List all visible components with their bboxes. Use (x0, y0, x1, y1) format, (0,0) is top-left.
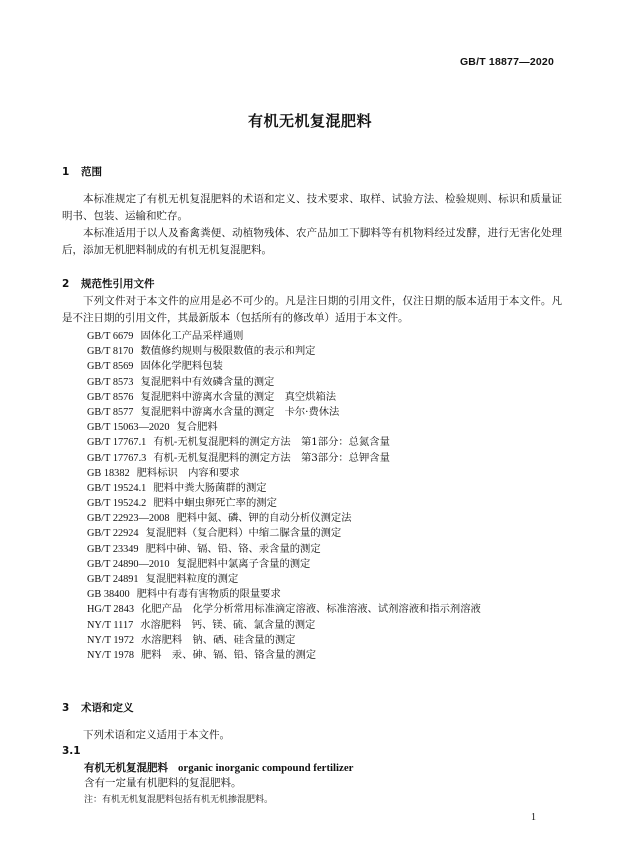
reference-item (87, 375, 481, 390)
reference-title: 化肥产品 化学分析常用标准滴定溶液、标准溶液、试剂溶液和指示剂溶液 (141, 603, 481, 616)
reference-title: 肥料中蛔虫卵死亡率的测定 (153, 497, 277, 510)
section-3-title: 术语和定义 (81, 702, 134, 714)
references-intro: 下列文件对于本文件的应用是必不可少的。凡是注日期的引用文件，仅注日期的版本适用于本文件。凡是不注日期的引用文件，其最新版本（包括所有的修改单）适用于本文件。 (62, 295, 562, 324)
term-name-en: organic inorganic compound fertilizer (178, 762, 354, 774)
reference-item (87, 344, 481, 359)
reference-item (87, 602, 481, 617)
section-1-number: 1 (62, 166, 70, 178)
reference-item (87, 648, 481, 663)
reference-title: 肥料标识 内容和要求 (136, 466, 240, 479)
reference-title: 数值修约规则与极限数值的表示和判定 (140, 345, 316, 358)
reference-title: 肥料中粪大肠菌群的测定 (153, 481, 267, 494)
reference-code: GB/T 8577 (87, 406, 134, 418)
reference-code: GB/T 8569 (87, 361, 134, 373)
section-2-heading (62, 276, 155, 291)
reference-title: 肥料中有毒有害物质的限量要求 (136, 588, 281, 601)
reference-title: 复混肥料（复合肥料）中缩二脲含量的测定 (145, 527, 342, 540)
normative-references-list (87, 329, 481, 663)
section-3-number: 3 (62, 702, 70, 714)
reference-code: GB/T 8573 (87, 376, 134, 388)
reference-item (87, 557, 481, 572)
reference-item (87, 420, 481, 435)
reference-code: GB/T 19524.2 (87, 498, 147, 510)
reference-item (87, 451, 481, 466)
reference-item (87, 496, 481, 511)
reference-code: GB/T 22923—2008 (87, 513, 170, 525)
reference-item (87, 542, 481, 557)
term-note: 注：有机无机复混肥料包括有机无机掺混肥料。 (84, 795, 274, 805)
reference-item (87, 435, 481, 450)
section-1-title: 范围 (81, 166, 102, 178)
section-3-heading (62, 700, 134, 715)
scope-paragraph-1: 本标准规定了有机无机复混肥料的术语和定义、技术要求、取样、试验方法、检验规则、标识和质量证明书、包装、运输和贮存。 (62, 193, 562, 222)
section-2-number: 2 (62, 278, 70, 290)
reference-code: GB/T 15063—2020 (87, 422, 170, 434)
reference-code: NY/T 1117 (87, 619, 134, 631)
reference-code: GB/T 6679 (87, 331, 134, 342)
reference-item (87, 390, 481, 405)
reference-item (87, 633, 481, 648)
reference-code: GB/T 8170 (87, 346, 134, 358)
reference-code: GB/T 24891 (87, 574, 139, 585)
term-name-zh: 有机无机复混肥料 (84, 762, 168, 774)
term-number: 3.1 (62, 745, 81, 757)
section-1-heading (62, 164, 102, 179)
reference-title: 肥料 汞、砷、镉、铅、铬含量的测定 (141, 648, 317, 661)
reference-title: 复混肥料粒度的测定 (145, 573, 239, 585)
reference-title: 水溶肥料 钙、镁、硫、氯含量的测定 (140, 618, 316, 631)
reference-title: 固体化学肥料包装 (140, 360, 223, 373)
reference-title: 复混肥料中有效磷含量的测定 (140, 375, 275, 388)
reference-item (87, 618, 481, 633)
reference-code: GB 38400 (87, 589, 130, 601)
reference-item (87, 466, 481, 481)
reference-item (87, 481, 481, 496)
reference-code: HG/T 2843 (87, 604, 135, 616)
reference-code: GB/T 23349 (87, 543, 139, 555)
reference-title: 复混肥料中游离水含量的测定 真空烘箱法 (140, 390, 337, 403)
term-definition: 含有一定量有机肥料的复混肥料。 (84, 777, 242, 789)
reference-code: GB/T 17767.1 (87, 437, 147, 449)
reference-title: 有机-无机复混肥料的测定方法 第3部分：总钾含量 (153, 451, 390, 464)
scope-paragraph-2: 本标准适用于以人及畜禽粪便、动植物残体、农产品加工下脚料等有机物料经过发酵，进行无害化处理后，添加无机肥料制成的有机无机复混肥料。 (62, 227, 562, 256)
reference-code: GB 18382 (87, 467, 130, 479)
reference-title: 复混肥料中氯离子含量的测定 (176, 557, 311, 570)
reference-title: 水溶肥料 钠、硒、硅含量的测定 (141, 633, 296, 646)
reference-item (87, 359, 481, 374)
page-number: 1 (531, 812, 536, 823)
reference-item (87, 572, 481, 587)
reference-title: 复混肥料中游离水含量的测定 卡尔·费休法 (140, 405, 340, 418)
reference-title: 肥料中氮、磷、钾的自动分析仪测定法 (176, 512, 352, 525)
document-title: 有机无机复混肥料 (247, 112, 372, 130)
section-2-title: 规范性引用文件 (81, 278, 155, 290)
reference-code: GB/T 19524.1 (87, 482, 147, 494)
reference-code: GB/T 22924 (87, 528, 139, 540)
reference-code: NY/T 1972 (87, 634, 135, 646)
reference-title: 复合肥料 (176, 421, 218, 434)
reference-item (87, 511, 481, 526)
reference-title: 肥料中砷、镉、铅、铬、汞含量的测定 (145, 542, 321, 555)
standard-code: GB/T 18877—2020 (459, 56, 554, 68)
terms-intro: 下列术语和定义适用于本文件。 (83, 729, 230, 741)
reference-code: GB/T 17767.3 (87, 452, 147, 464)
reference-item (87, 526, 481, 541)
term-heading (84, 760, 353, 775)
reference-title: 固体化工产品采样通则 (140, 330, 244, 342)
reference-code: GB/T 8576 (87, 391, 134, 403)
reference-item (87, 405, 481, 420)
reference-code: GB/T 24890—2010 (87, 558, 170, 570)
reference-item (87, 329, 481, 344)
reference-code: NY/T 1978 (87, 649, 135, 661)
reference-item (87, 587, 481, 602)
reference-title: 有机-无机复混肥料的测定方法 第1部分：总氮含量 (153, 436, 390, 449)
